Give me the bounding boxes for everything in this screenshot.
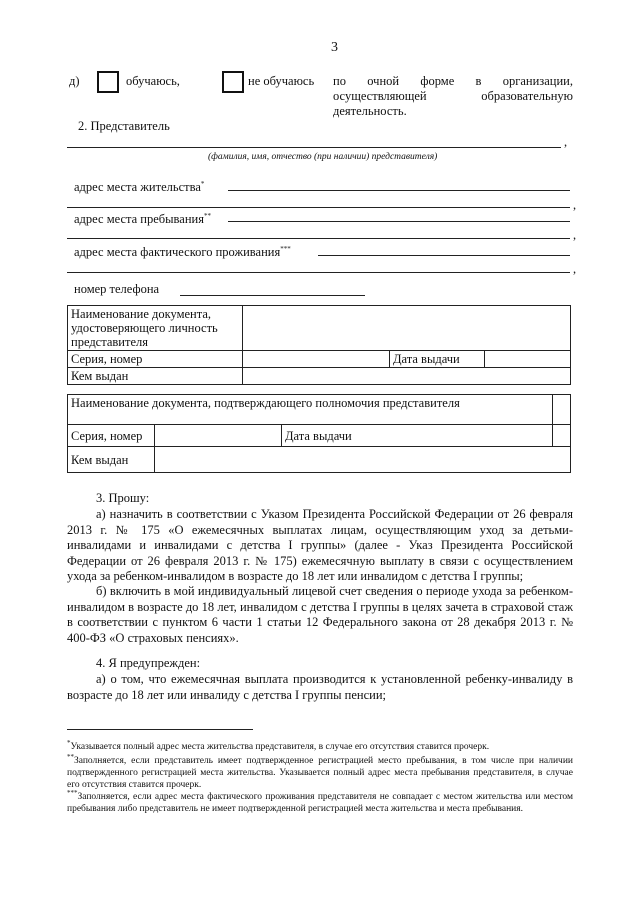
representative-name-field[interactable]: [67, 147, 561, 148]
address-stay-field[interactable]: [228, 221, 570, 222]
authority-doc-name-field[interactable]: [553, 395, 571, 425]
checkbox-not-study[interactable]: [222, 71, 244, 93]
id-document-table: [67, 305, 571, 385]
page-number: 3: [331, 40, 338, 55]
id-doc-name-field[interactable]: [243, 306, 571, 351]
address-actual-label: адрес места фактического проживания***: [74, 245, 291, 260]
option-study-label: обучаюсь,: [126, 74, 180, 88]
request-item-a: а) назначить в соответствии с Указом Президента Российской Федерации от 26 февраля 2013 г. № 175 «О ежемесячных выплатах лицам, осуществляющим уход за детьми-инвалидами и инвалидами с детства I группы» (далее - Указ Президента Российской Федерации от 26 февраля 2013 г. № 175) ежемесячную выплату в связи с осуществлением ухода за ребенком-инвалидом в возрасте до 18 лет или инвалидом с детства I группы;: [67, 507, 573, 583]
address-stay-field-2[interactable]: [67, 238, 570, 239]
phone-field[interactable]: [180, 295, 365, 296]
authority-document-table: [67, 394, 571, 473]
status-marker: д): [69, 74, 80, 88]
authority-doc-name-label: Наименование документа, подтверждающего полномочия представителя: [68, 395, 553, 425]
id-issue-date-field[interactable]: [485, 351, 571, 368]
id-series-number-label: Серия, номер: [68, 351, 243, 368]
authority-issue-date-field[interactable]: [553, 425, 571, 447]
authority-issue-date-label: Дата выдачи: [282, 425, 553, 447]
status-text-line1: по очной форме в организации,: [333, 74, 573, 88]
comma: ,: [573, 198, 577, 212]
address-residence-label: адрес места жительства*: [74, 180, 205, 195]
checkbox-study[interactable]: [97, 71, 119, 93]
footnote-3: ***Заполняется, если адрес места фактического проживания представителя не совпадает с местом жительства или местом пребывания либо представитель не имеет подтвержденной регистрацией места жительства и места пребывания.: [67, 789, 573, 815]
warning-item-a: а) о том, что ежемесячная выплата производится к установленной ребенку-инвалиду в возрасте до 18 лет или инвалиду с детства I группы пенсии;: [67, 672, 573, 702]
footnote-1: *Указывается полный адрес места жительства представителя, в случае его отсутствия ставится прочерк.: [67, 739, 490, 753]
address-actual-field[interactable]: [318, 255, 570, 256]
representative-heading: 2. Представитель: [78, 119, 170, 133]
phone-label: номер телефона: [74, 282, 160, 296]
status-text-line2: осуществляющей образовательную: [333, 89, 573, 103]
request-item-b: б) включить в мой индивидуальный лицевой счет сведения о периоде ухода за ребенком-инвалидом в возрасте до 18 лет, инвалидом с детства I группы в целях зачета в страховой стаж в соответствии с пунктом 6 части 1 статьи 12 Федерального закона от 28 декабря 2013 г. № 400-ФЗ «О страховых пенсиях».: [67, 584, 573, 645]
address-residence-field-2[interactable]: [67, 207, 570, 208]
authority-issued-by-field[interactable]: [155, 447, 571, 473]
id-issued-by-field[interactable]: [243, 368, 571, 385]
address-residence-field[interactable]: [228, 190, 570, 191]
comma: ,: [564, 135, 568, 149]
comma: ,: [573, 228, 577, 242]
request-heading: 3. Прошу:: [96, 491, 150, 505]
id-series-number-field[interactable]: [243, 351, 390, 368]
option-not-study-label: не обучаюсь: [248, 74, 315, 88]
warning-heading: 4. Я предупрежден:: [96, 656, 201, 670]
footnote-divider: [67, 729, 253, 730]
id-issued-by-label: Кем выдан: [68, 368, 243, 385]
status-text-line3: деятельность.: [333, 104, 407, 118]
address-actual-field-2[interactable]: [67, 272, 570, 273]
id-issue-date-label: Дата выдачи: [390, 351, 485, 368]
comma: ,: [573, 262, 577, 276]
name-hint: (фамилия, имя, отчество (при наличии) представителя): [208, 152, 438, 162]
authority-issued-by-label: Кем выдан: [68, 447, 155, 473]
footnote-2: **Заполняется, если представитель имеет подтвержденное регистрацией место пребывания, в том числе при наличии подтвержденного регистрацией места жительства. Указывается полный адрес места пребывания представителя, в случае его отсутствия ставится прочерк.: [67, 753, 573, 791]
id-doc-name-label: Наименование документа, удостоверяющего личность представителя: [68, 306, 243, 351]
address-stay-label: адрес места пребывания**: [74, 212, 211, 227]
authority-series-number-label: Серия, номер: [68, 425, 155, 447]
authority-series-number-field[interactable]: [155, 425, 282, 447]
